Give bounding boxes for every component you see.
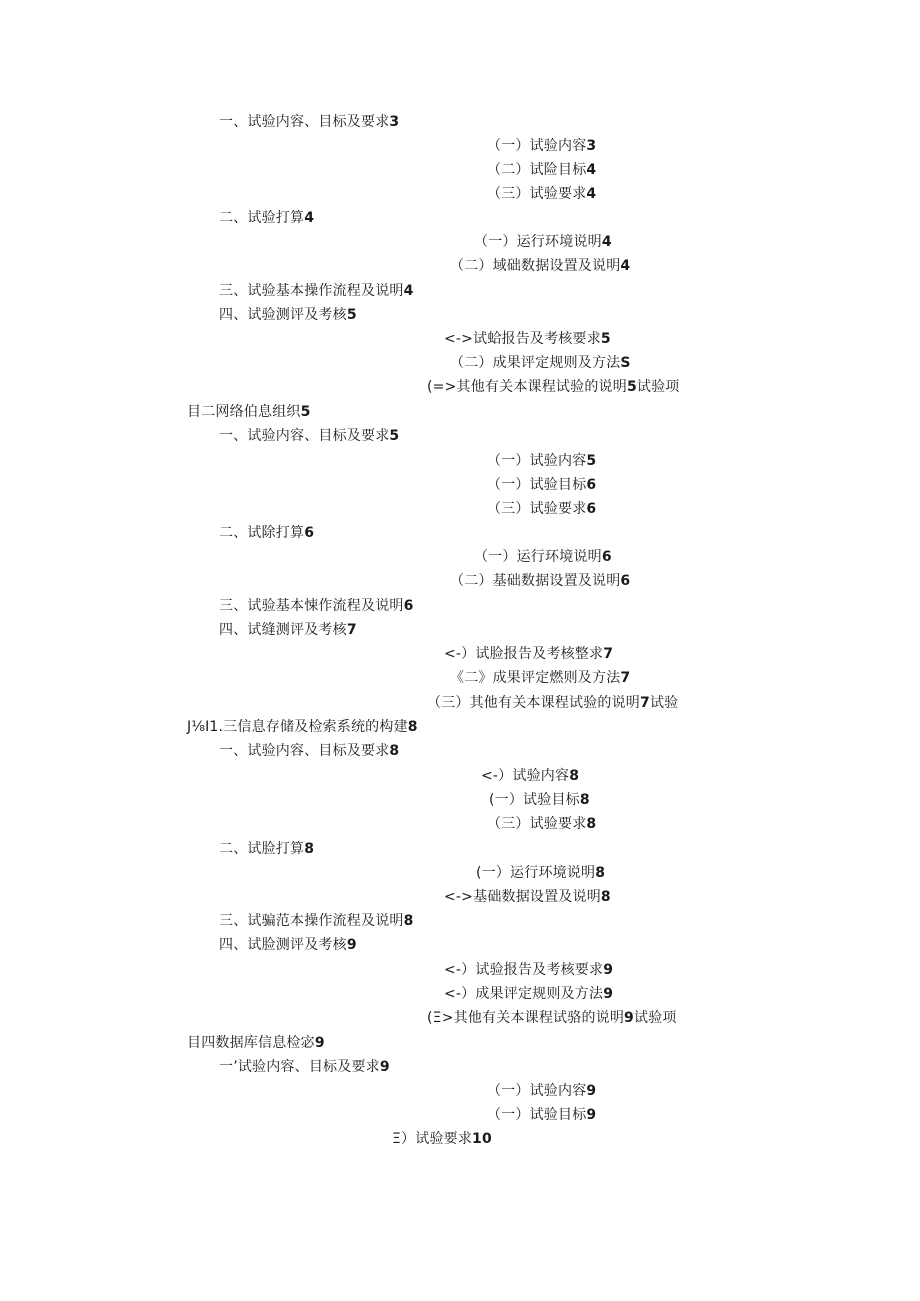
toc-page-number: 10 [472, 1131, 492, 1147]
toc-page-number: 6 [586, 501, 597, 517]
toc-page-number: 9 [346, 937, 357, 953]
toc-entry [487, 161, 596, 179]
toc-entry [187, 1034, 325, 1052]
toc-page-number: 3 [389, 114, 400, 130]
toc-entry-text: 二、试脸打算 [219, 841, 305, 857]
toc-page-number: 5 [389, 428, 400, 444]
toc-page-number: 8 [389, 743, 400, 759]
toc-entry [450, 572, 630, 590]
toc-entry [219, 209, 314, 227]
toc-entry-text: 四、试脸测评及考核 [219, 937, 347, 953]
toc-entry-text: Ξ）试验要求 [392, 1131, 473, 1147]
toc-entry-text: （三）其他有关本课程试验的说明 [427, 695, 640, 711]
toc-page-number: S [620, 355, 631, 371]
toc-entry-text: （二）基础数据设置及说明 [450, 573, 621, 589]
toc-page-number: 5 [346, 307, 357, 323]
toc-page-number: 4 [586, 162, 597, 178]
toc-page-number: 8 [586, 816, 597, 832]
toc-entry [187, 718, 418, 736]
toc-entry-text: (Ξ>其他有关本课程试骆的说明 [427, 1010, 625, 1026]
toc-entry-text: 四、试验测评及考核 [219, 307, 347, 323]
toc-entry [450, 354, 631, 372]
toc-entry-text: <-）成果评定规则及方法 [444, 986, 604, 1002]
toc-entry-text: 三、试验基本操作流程及说明 [219, 283, 404, 299]
toc-page-number: 5 [600, 331, 611, 347]
toc-entry-text: 三、试骗范本操作流程及说明 [219, 913, 404, 929]
toc-entry-text: （二）成果评定规则及方法 [450, 355, 621, 371]
toc-entry [187, 403, 311, 421]
toc-entry-text: <->基础数据设置及说明 [444, 889, 601, 905]
toc-entry-text: （二）域础数据设置及说明 [450, 258, 621, 274]
toc-page-number: 8 [304, 841, 315, 857]
toc-page-number: 4 [601, 234, 612, 250]
toc-page-number: 9 [314, 1035, 325, 1051]
toc-page-number: 6 [620, 573, 631, 589]
toc-entry [427, 1009, 677, 1027]
toc-page-number: 9 [586, 1083, 597, 1099]
toc-page-number: 8 [403, 913, 414, 929]
toc-entry-text: （三）试验要求 [487, 186, 587, 202]
toc-entry-text: 一、试验内容、目标及要求 [219, 743, 390, 759]
toc-entry-text: （一）试验内容 [487, 453, 587, 469]
toc-entry [219, 912, 414, 930]
toc-entry [219, 306, 357, 324]
toc-entry [219, 840, 314, 858]
toc-entry [487, 815, 596, 833]
toc-entry-text: （二）试险目标 [487, 162, 587, 178]
toc-entry [219, 936, 357, 954]
toc-entry [219, 1058, 390, 1076]
toc-page-number: 9 [603, 962, 614, 978]
toc-entry [219, 742, 399, 760]
toc-entry [474, 548, 612, 566]
toc-page-number: 7 [603, 646, 614, 662]
toc-page-number: 8 [595, 865, 606, 881]
toc-entry-continuation: 试验 [649, 695, 679, 711]
toc-entry [476, 864, 605, 882]
toc-page-number: 9 [586, 1107, 597, 1123]
toc-page-number: 3 [586, 138, 597, 154]
toc-entry [487, 452, 596, 470]
toc-entry [219, 113, 399, 131]
toc-entry-text: （一）运行环境说明 [474, 549, 602, 565]
toc-entry [219, 427, 399, 445]
toc-entry-text: （一）试验内容 [487, 138, 587, 154]
toc-entry [474, 233, 612, 251]
toc-entry-text: <->试蛤报告及考核要求 [444, 331, 601, 347]
toc-page-number: 5 [586, 453, 597, 469]
toc-entry-text: <-）试脸报告及考核整求 [444, 646, 604, 662]
toc-entry [487, 476, 596, 494]
toc-entry-text: 目四数据库信息检宓 [187, 1035, 315, 1051]
toc-entry [444, 985, 613, 1003]
toc-entry-text: 三、试验基本悚作流程及说明 [219, 598, 404, 614]
toc-entry-continuation: 试验项 [634, 1010, 677, 1026]
toc-entry [427, 694, 678, 712]
toc-page-number: 4 [304, 210, 315, 226]
toc-entry [392, 1130, 492, 1148]
toc-entry [444, 888, 611, 906]
toc-entry-text: 一、试验内容、目标及要求 [219, 428, 390, 444]
toc-entry [487, 1106, 596, 1124]
toc-entry-text: 四、试缝测评及考核 [219, 622, 347, 638]
toc-entry [219, 524, 314, 542]
toc-entry [487, 500, 596, 518]
toc-page-number: 4 [586, 186, 597, 202]
toc-page-number: 9 [379, 1059, 390, 1075]
toc-entry [427, 378, 680, 396]
toc-entry-text: （三）试验要求 [487, 816, 587, 832]
toc-entry-text: （一）试验目标 [487, 1107, 587, 1123]
toc-entry-continuation: 试验项 [636, 379, 680, 395]
toc-entry-text: 二、试除打算 [219, 525, 305, 541]
toc-page-number: 6 [304, 525, 315, 541]
toc-entry [444, 645, 613, 663]
toc-entry-text: 二、试验打算 [219, 210, 305, 226]
toc-page-number: 4 [620, 258, 631, 274]
toc-page-number: 7 [640, 695, 650, 711]
toc-page-number: 6 [586, 477, 597, 493]
toc-entry-text: （三）试验要求 [487, 501, 587, 517]
toc-page-number: 9 [603, 986, 614, 1002]
toc-entry-text: 一’试验内容、目标及要求 [219, 1059, 380, 1075]
toc-page-number: 7 [346, 622, 357, 638]
toc-entry-text: <-）试验报告及考核要求 [444, 962, 604, 978]
toc-entry-text: （一）试验内容 [487, 1083, 587, 1099]
toc-page-number: 4 [403, 283, 414, 299]
toc-entry [487, 185, 596, 203]
toc-entry-text: 目二网络伯息组织 [187, 404, 301, 420]
toc-entry-text: (=>其他有关本课程试验的说明 [427, 379, 627, 395]
toc-entry [219, 621, 357, 639]
toc-entry-text: (一）试验目标 [489, 792, 580, 808]
toc-page-number: 5 [626, 379, 637, 395]
toc-entry-text: 一、试验内容、目标及要求 [219, 114, 390, 130]
toc-entry [489, 791, 590, 809]
toc-entry-text: 《二》成果评定燃则及方法 [450, 670, 621, 686]
toc-entry [481, 767, 579, 785]
toc-entry-text: <-）试验内容 [481, 768, 570, 784]
toc-page-number: 6 [403, 598, 414, 614]
toc-entry-text: （一）试验目标 [487, 477, 587, 493]
toc-entry-text: J⅛I1.三信息存储及检索系统的构建 [187, 719, 408, 735]
toc-page-number: 8 [407, 719, 418, 735]
toc-entry [444, 961, 613, 979]
toc-page-number: 9 [624, 1010, 634, 1026]
toc-entry [444, 330, 611, 348]
toc-page-number: 8 [579, 792, 590, 808]
toc-entry-text: (一）运行环境说明 [476, 865, 596, 881]
toc-entry [487, 137, 596, 155]
toc-entry [450, 669, 630, 687]
toc-entry [450, 257, 630, 275]
toc-page-number: 8 [569, 768, 580, 784]
toc-page-number: 7 [620, 670, 631, 686]
toc-entry [219, 597, 414, 615]
toc-page-number: 5 [300, 404, 311, 420]
toc-entry [487, 1082, 596, 1100]
toc-entry-text: （一）运行环境说明 [474, 234, 602, 250]
toc-page-number: 6 [601, 549, 612, 565]
toc-page-number: 8 [600, 889, 611, 905]
toc-entry [219, 282, 414, 300]
